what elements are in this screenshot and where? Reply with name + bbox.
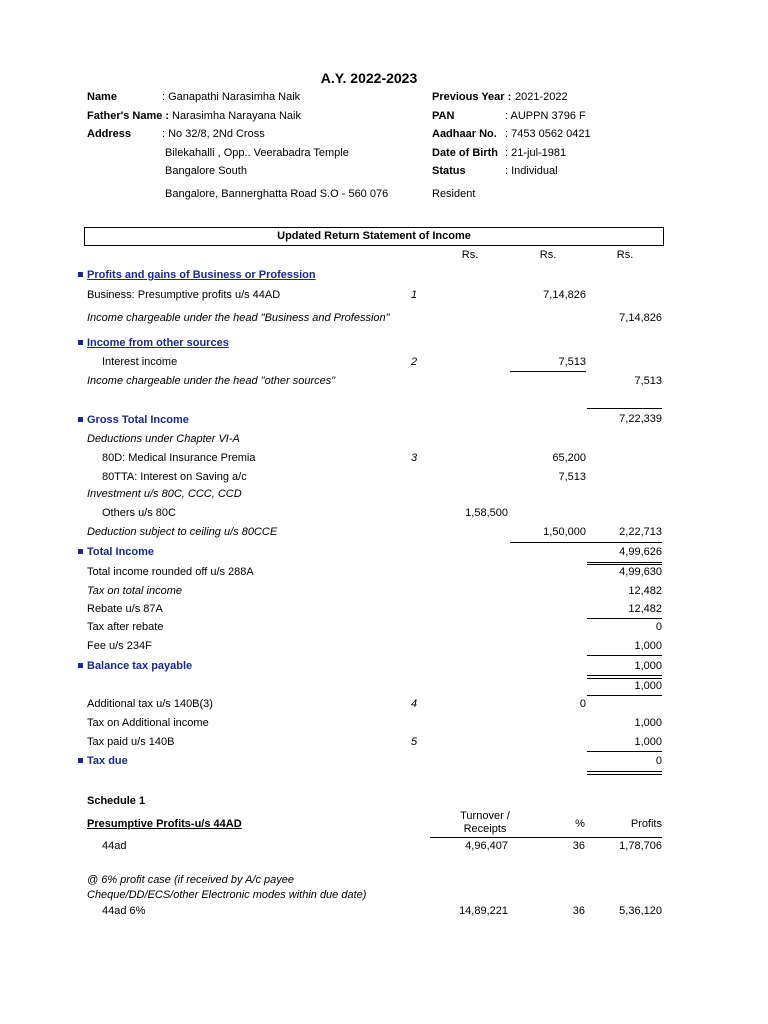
- bullet-icon: [78, 549, 83, 554]
- bullet-icon: [78, 272, 83, 277]
- d80tta-label: 80TTA: Interest on Saving a/c: [102, 471, 247, 483]
- total-income-value: 4,99,626: [619, 546, 662, 558]
- bullet-icon: [78, 340, 83, 345]
- address-line-1: : No 32/8, 2Nd Cross: [162, 128, 265, 140]
- interest-note: 2: [411, 356, 418, 368]
- schedule-title: Schedule 1: [87, 795, 146, 807]
- aadhaar-label: Aadhaar No.: [432, 128, 497, 140]
- rebate-value: 12,482: [628, 603, 662, 615]
- interest-line: Interest income: [102, 356, 178, 368]
- status-label: Status: [432, 165, 466, 177]
- col-header-1: Rs.: [461, 249, 479, 261]
- fee-value: 1,000: [634, 640, 662, 652]
- divider: [587, 675, 662, 676]
- address-line-3: Bangalore South: [165, 165, 247, 177]
- divider: [587, 771, 662, 772]
- divider: [587, 618, 662, 619]
- pan-value: : AUPPN 3796 F: [505, 110, 586, 122]
- balance-value-2: 1,000: [634, 680, 662, 692]
- residency-value: Resident: [432, 188, 476, 200]
- d80d-label: 80D: Medical Insurance Premia: [102, 452, 256, 464]
- note-line-2: Cheque/DD/ECS/other Electronic modes within due date): [87, 889, 367, 901]
- aadhaar-value: : 7453 0562 0421: [505, 128, 591, 140]
- tax-total-value: 12,482: [628, 585, 662, 597]
- ceiling-label: Deduction subject to ceiling u/s 80CCE: [87, 526, 278, 538]
- col-header-3: Rs.: [616, 249, 634, 261]
- business-charge: Income chargeable under the head "Business and Profession": [87, 312, 390, 324]
- note-line-1: @ 6% profit case (if received by A/c payee: [87, 874, 295, 886]
- divider: [587, 408, 662, 409]
- fee-label: Fee u/s 234F: [87, 640, 152, 652]
- tax-paid-note: 5: [411, 736, 418, 748]
- gti-label: Gross Total Income: [87, 414, 189, 426]
- address-label: Address: [87, 128, 132, 140]
- d80d-value: 65,200: [552, 452, 586, 464]
- tax-add-label: Tax on Additional income: [87, 717, 209, 729]
- bullet-icon: [78, 758, 83, 763]
- business-charge-value: 7,14,826: [619, 312, 662, 324]
- additional-value: 0: [579, 698, 586, 710]
- divider: [587, 695, 662, 696]
- address-line-2: Bilekahalli , Opp.. Veerabadra Temple: [165, 147, 349, 159]
- schedule-head: Presumptive Profits-u/s 44AD: [87, 818, 242, 830]
- after-rebate-label: Tax after rebate: [87, 621, 164, 633]
- dob-label: Date of Birth: [432, 147, 498, 159]
- divider: [430, 837, 662, 838]
- balance-value: 1,000: [634, 660, 662, 672]
- dob-value: : 21-jul-1981: [505, 147, 567, 159]
- divider: [587, 562, 662, 563]
- ceiling-value: 1,50,000: [543, 526, 586, 538]
- prev-year-value: 2021-2022: [515, 91, 568, 103]
- col-profits: Profits: [630, 818, 662, 830]
- tax-total-label: Tax on total income: [87, 585, 182, 597]
- rounded-label: Total income rounded off u/s 288A: [87, 566, 254, 578]
- business-head: Profits and gains of Business or Profession: [87, 269, 316, 281]
- other-head: Income from other sources: [87, 337, 229, 349]
- row1-pct: 36: [572, 840, 585, 852]
- business-line: Business: Presumptive profits u/s 44AD: [87, 289, 281, 301]
- interest-value: 7,513: [558, 356, 586, 368]
- others80c-label: Others u/s 80C: [102, 507, 176, 519]
- col-turnover-2: Receipts: [463, 823, 507, 835]
- pan-label: PAN: [432, 110, 455, 122]
- divider: [510, 542, 662, 543]
- address-line-4: Bangalore, Bannerghatta Road S.O - 560 076: [165, 188, 389, 200]
- d80tta-value: 7,513: [558, 471, 586, 483]
- tax-due-label: Tax due: [87, 755, 128, 767]
- other-charge: Income chargeable under the head "other sources": [87, 375, 336, 387]
- after-rebate-value: 0: [655, 621, 662, 633]
- additional-label: Additional tax u/s 140B(3): [87, 698, 213, 710]
- tax-paid-value: 1,000: [634, 736, 662, 748]
- statement-header: Updated Return Statement of Income: [84, 227, 664, 246]
- divider: [587, 774, 662, 775]
- col-header-2: Rs.: [539, 249, 557, 261]
- invest-label: Investment u/s 80C, CCC, CCD: [87, 488, 242, 500]
- total-income-label: Total Income: [87, 546, 155, 558]
- status-value: : Individual: [505, 165, 558, 177]
- ceiling-total: 2,22,713: [619, 526, 662, 538]
- col-pct: %: [575, 818, 585, 830]
- bullet-icon: [78, 663, 83, 668]
- father-value: Narasimha Narayana Naik: [172, 110, 301, 122]
- divider: [587, 678, 662, 679]
- rounded-value: 4,99,630: [619, 566, 662, 578]
- row1-label: 44ad: [102, 840, 127, 852]
- divider: [510, 371, 586, 372]
- row1-turnover: 4,96,407: [465, 840, 508, 852]
- deductions-label: Deductions under Chapter VI-A: [87, 433, 240, 445]
- divider: [587, 751, 662, 752]
- tax-paid-label: Tax paid u/s 140B: [87, 736, 175, 748]
- bullet-icon: [78, 417, 83, 422]
- prev-year-label: Previous Year :: [432, 91, 512, 103]
- other-charge-value: 7,513: [634, 375, 662, 387]
- divider: [587, 564, 662, 565]
- row2-label: 44ad 6%: [102, 905, 146, 917]
- row2-profit: 5,36,120: [619, 905, 662, 917]
- divider: [587, 655, 662, 656]
- rebate-label: Rebate u/s 87A: [87, 603, 163, 615]
- business-note: 1: [411, 289, 418, 301]
- father-label: Father's Name :: [87, 110, 170, 122]
- row2-turnover: 14,89,221: [459, 905, 508, 917]
- name-label: Name: [87, 91, 117, 103]
- col-turnover-1: Turnover /: [460, 810, 510, 822]
- page-title: A.Y. 2022-2023: [320, 70, 418, 86]
- gti-value: 7,22,339: [619, 413, 662, 425]
- name-value: : Ganapathi Narasimha Naik: [162, 91, 301, 103]
- d80d-note: 3: [411, 452, 418, 464]
- row2-pct: 36: [572, 905, 585, 917]
- business-value: 7,14,826: [543, 289, 586, 301]
- others80c-value: 1,58,500: [465, 507, 508, 519]
- tax-due-value: 0: [655, 755, 662, 767]
- additional-note: 4: [411, 698, 418, 710]
- balance-label: Balance tax payable: [87, 660, 193, 672]
- row1-profit: 1,78,706: [619, 840, 662, 852]
- tax-add-value: 1,000: [634, 717, 662, 729]
